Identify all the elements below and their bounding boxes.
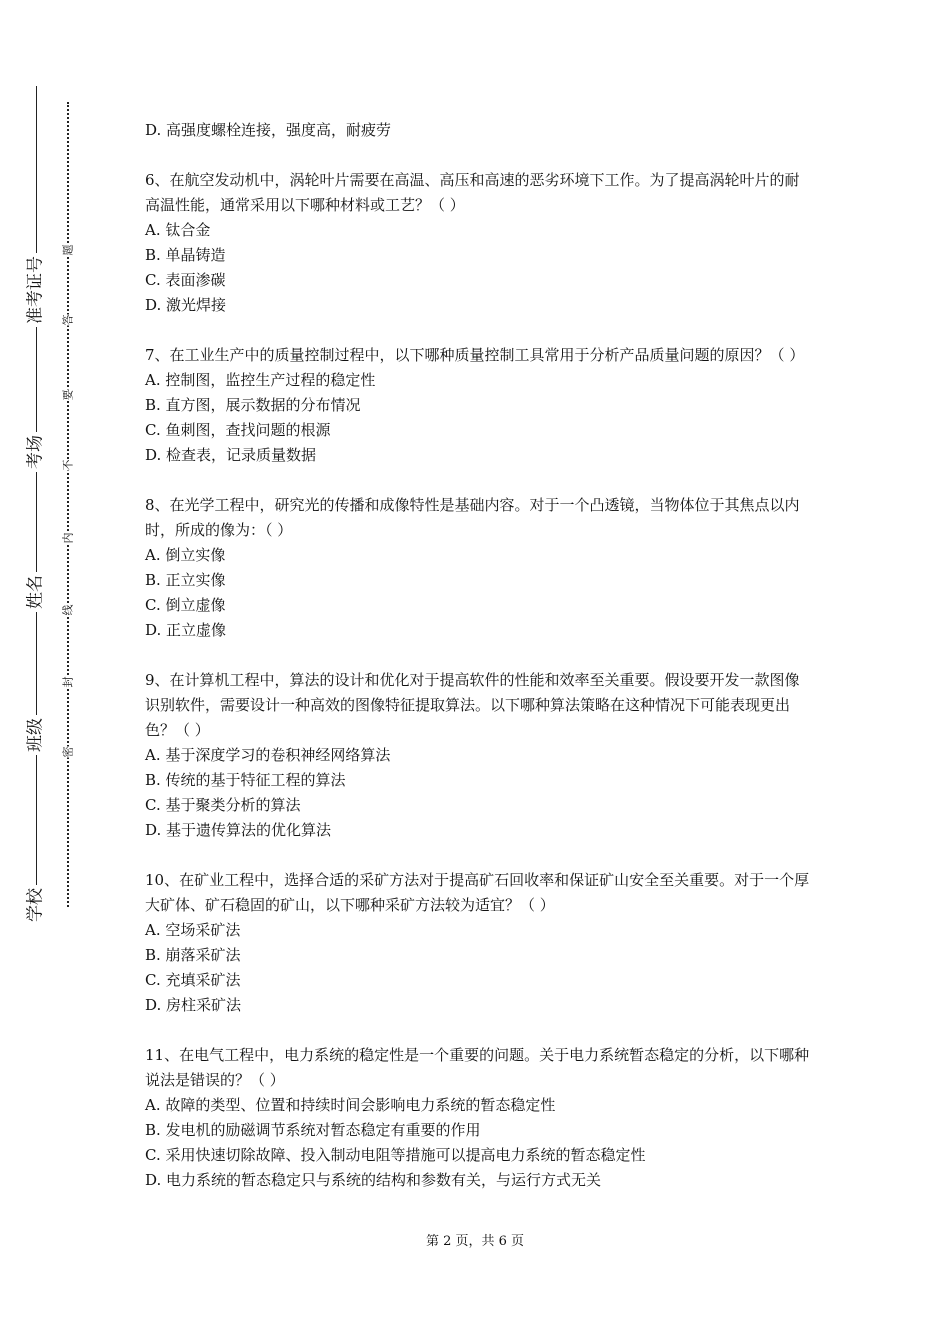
- class-label: 班级: [28, 715, 45, 755]
- seal-char: 封: [61, 676, 75, 688]
- option-c: C. 表面渗碳: [145, 271, 226, 289]
- option-b: B. 发电机的励磁调节系统对暂态稳定有重要的作用: [145, 1121, 481, 1139]
- seal-char: 线: [61, 604, 75, 616]
- option-c: C. 采用快速切除故障、投入制动电阻等措施可以提高电力系统的暂态稳定性: [145, 1146, 646, 1164]
- option-b: B. 传统的基于特征工程的算法: [145, 771, 346, 789]
- question-content: [145, 118, 810, 1193]
- binding-margin: [0, 0, 100, 1344]
- option-a: A. 钛合金: [145, 221, 211, 239]
- option-d: D. 基于遗传算法的优化算法: [145, 821, 332, 839]
- option-c: C. 充填采矿法: [145, 971, 241, 989]
- option-a: A. 空场采矿法: [145, 921, 241, 939]
- question-9: [145, 668, 810, 843]
- school-label: 学校: [28, 885, 45, 925]
- question-stem: 6、在航空发动机中，涡轮叶片需要在高温、高压和高速的恶劣环境下工作。为了提高涡轮叶片的耐高温性能，通常采用以下哪种材料或工艺？（ ）: [145, 171, 800, 214]
- option-b: B. 直方图，展示数据的分布情况: [145, 396, 361, 414]
- name-label: 姓名: [28, 572, 45, 612]
- question-stem: 11、在电气工程中，电力系统的稳定性是一个重要的问题。关于电力系统暂态稳定的分析，以下哪种说法是错误的？（ ）: [145, 1046, 810, 1089]
- exam-number-label: 准考证号: [28, 253, 45, 327]
- option-c: C. 鱼刺图，查找问题的根源: [145, 421, 331, 439]
- seal-char: 要: [61, 389, 75, 401]
- option-d: D. 电力系统的暂态稳定只与系统的结构和参数有关，与运行方式无关: [145, 1171, 602, 1189]
- option-d: D. 检查表，记录质量数据: [145, 446, 317, 464]
- question-stem: 7、在工业生产中的质量控制过程中，以下哪种质量控制工具常用于分析产品质量问题的原因？（ ）: [145, 346, 805, 364]
- question-10: [145, 868, 810, 1018]
- question-stem: 10、在矿业工程中，选择合适的采矿方法对于提高矿石回收率和保证矿山安全至关重要。对于一个厚大矿体、矿石稳固的矿山，以下哪种采矿方法较为适宜？（ ）: [145, 871, 810, 914]
- question-stem: 9、在计算机工程中，算法的设计和优化对于提高软件的性能和效率至关重要。假设要开发一款图像识别软件，需要设计一种高效的图像特征提取算法。以下哪种算法策略在这种情况下可能表现更出色？（ ）: [145, 671, 800, 739]
- option-c: C. 倒立虚像: [145, 596, 226, 614]
- option-b: B. 单晶铸造: [145, 246, 226, 264]
- carryover-option: D. 高强度螺栓连接，强度高，耐疲劳: [145, 121, 392, 139]
- question-stem: 8、在光学工程中，研究光的传播和成像特性是基础内容。对于一个凸透镜，当物体位于其焦点以内时，所成的像为：（ ）: [145, 496, 800, 539]
- option-a: A. 故障的类型、位置和持续时间会影响电力系统的暂态稳定性: [145, 1096, 556, 1114]
- exam-room-label: 考场: [28, 432, 45, 472]
- option-a: A. 控制图，监控生产过程的稳定性: [145, 371, 376, 389]
- seal-char: 内: [61, 532, 75, 544]
- question-8: [145, 493, 810, 643]
- question-7: [145, 343, 810, 468]
- option-a: A. 倒立实像: [145, 546, 226, 564]
- question-11: [145, 1043, 810, 1193]
- binding-solid-line: [36, 86, 37, 916]
- seal-char: 题: [61, 244, 75, 256]
- option-d: D. 激光焊接: [145, 296, 227, 314]
- page-footer: 第 2 页，共 6 页: [425, 1234, 525, 1249]
- option-a: A. 基于深度学习的卷积神经网络算法: [145, 746, 391, 764]
- option-c: C. 基于聚类分析的算法: [145, 796, 301, 814]
- option-d: D. 房柱采矿法: [145, 996, 242, 1014]
- question-6: [145, 168, 810, 318]
- seal-char: 不: [61, 459, 75, 471]
- option-d: D. 正立虚像: [145, 621, 227, 639]
- seal-char: 答: [61, 314, 75, 326]
- seal-char: 密: [61, 746, 75, 758]
- option-b: B. 崩落采矿法: [145, 946, 241, 964]
- binding-dotted-line: [67, 102, 69, 907]
- option-b: B. 正立实像: [145, 571, 226, 589]
